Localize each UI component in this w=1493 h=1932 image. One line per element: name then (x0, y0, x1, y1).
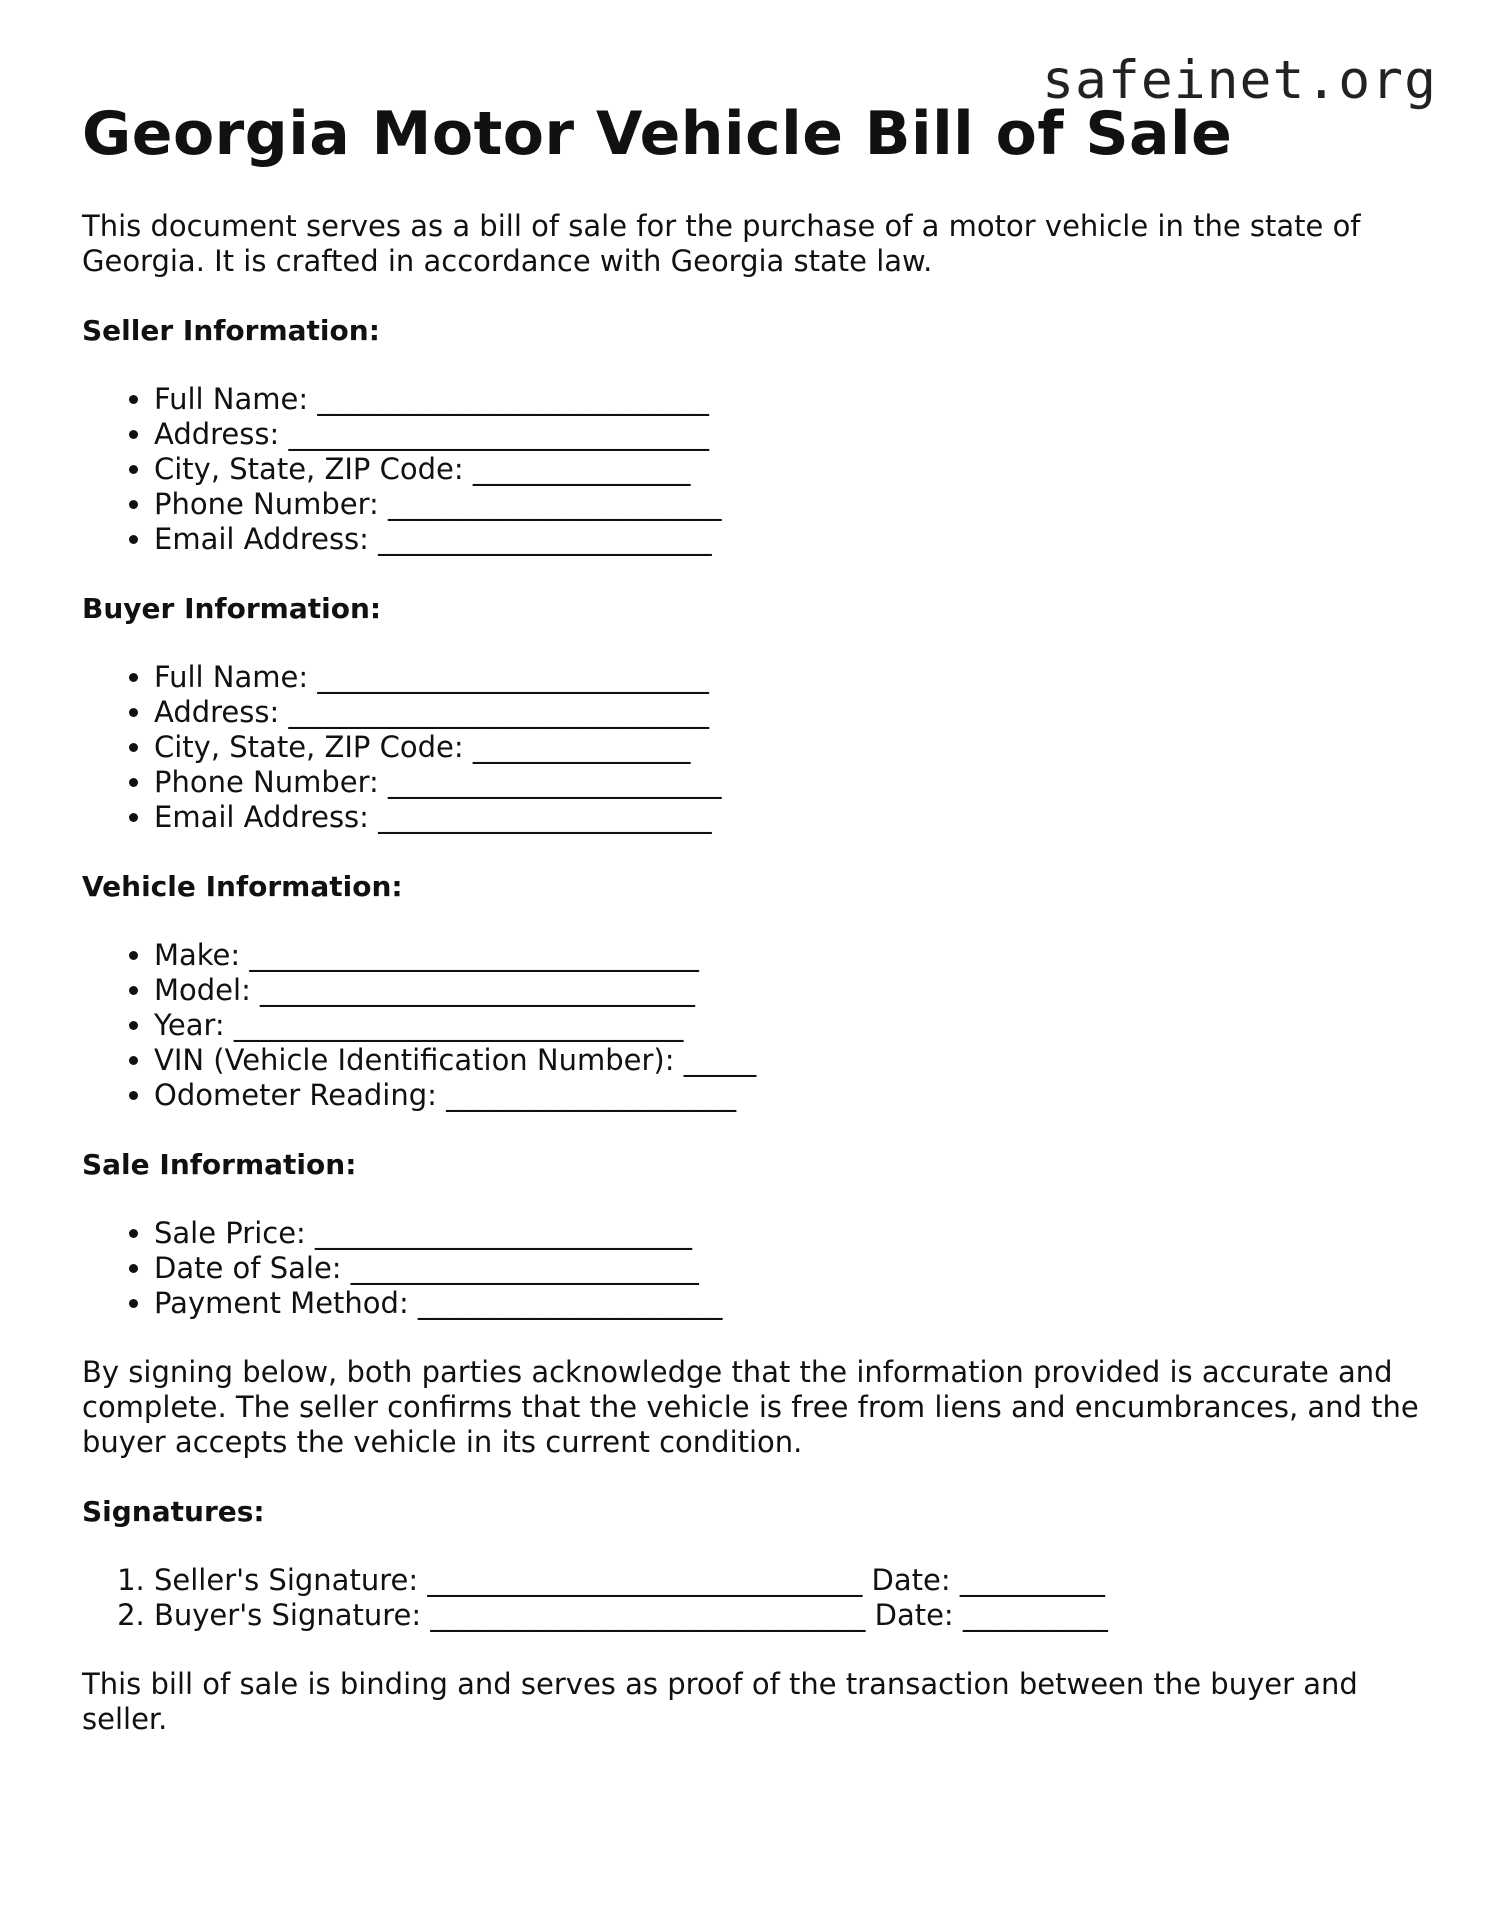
buyer-phone-field: • Phone Number: _______________________ (154, 765, 1422, 800)
vehicle-field-list (82, 938, 1422, 1113)
buyer-city-state-zip-field: • City, State, ZIP Code: _______________ (154, 730, 1422, 765)
vehicle-year-field: • Year: _______________________________ (154, 1008, 1422, 1043)
sale-date-field: • Date of Sale: ________________________ (154, 1251, 1422, 1286)
vehicle-odometer-field: • Odometer Reading: ____________________ (154, 1078, 1422, 1113)
sale-field-list (82, 1216, 1422, 1321)
signatures-heading: Signatures: (82, 1495, 265, 1528)
buyer-signature-line: 2. Buyer's Signature: ______________________________ Date: __________ (154, 1598, 1422, 1633)
watermark: safeinet.org (1042, 50, 1437, 111)
seller-field-list (82, 382, 1422, 557)
seller-phone-field: • Phone Number: _______________________ (154, 487, 1422, 522)
acknowledgment-paragraph: By signing below, both parties acknowledge that the information provided is accurate and complete. The seller confirms that the vehicle is free from liens and encumbrances, and the buyer accepts the vehicle in its current condition. (82, 1355, 1419, 1459)
seller-email-field: • Email Address: _______________________ (154, 522, 1422, 557)
closing-paragraph: This bill of sale is binding and serves as proof of the transaction between the buyer and seller. (82, 1667, 1358, 1736)
vehicle-heading: Vehicle Information: (82, 870, 403, 903)
buyer-address-field: • Address: _____________________________ (154, 695, 1422, 730)
seller-city-state-zip-field: • City, State, ZIP Code: _______________ (154, 452, 1422, 487)
seller-heading: Seller Information: (82, 314, 380, 347)
sale-heading: Sale Information: (82, 1148, 357, 1181)
buyer-heading: Buyer Information: (82, 592, 382, 625)
buyer-full-name-field: • Full Name: ___________________________ (154, 660, 1422, 695)
seller-full-name-field: • Full Name: ___________________________ (154, 382, 1422, 417)
vehicle-make-field: • Make: _______________________________ (154, 938, 1422, 973)
seller-address-field: • Address: _____________________________ (154, 417, 1422, 452)
sale-payment-method-field: • Payment Method: _____________________ (154, 1286, 1422, 1321)
seller-signature-line: 1. Seller's Signature: ______________________________ Date: __________ (154, 1563, 1422, 1598)
intro-paragraph: This document serves as a bill of sale for the purchase of a motor vehicle in the state of Georgia. It is crafted in accordance with Georgia state law. (82, 209, 1361, 278)
sale-price-field: • Sale Price: __________________________ (154, 1216, 1422, 1251)
signature-list (82, 1563, 1422, 1633)
document-title: Georgia Motor Vehicle Bill of Sale (82, 99, 1233, 169)
document-page (82, 100, 1422, 1771)
vehicle-vin-field: • VIN (Vehicle Identification Number): _____ (154, 1043, 1422, 1078)
vehicle-model-field: • Model: ______________________________ (154, 973, 1422, 1008)
buyer-email-field: • Email Address: _______________________ (154, 800, 1422, 835)
buyer-field-list (82, 660, 1422, 835)
